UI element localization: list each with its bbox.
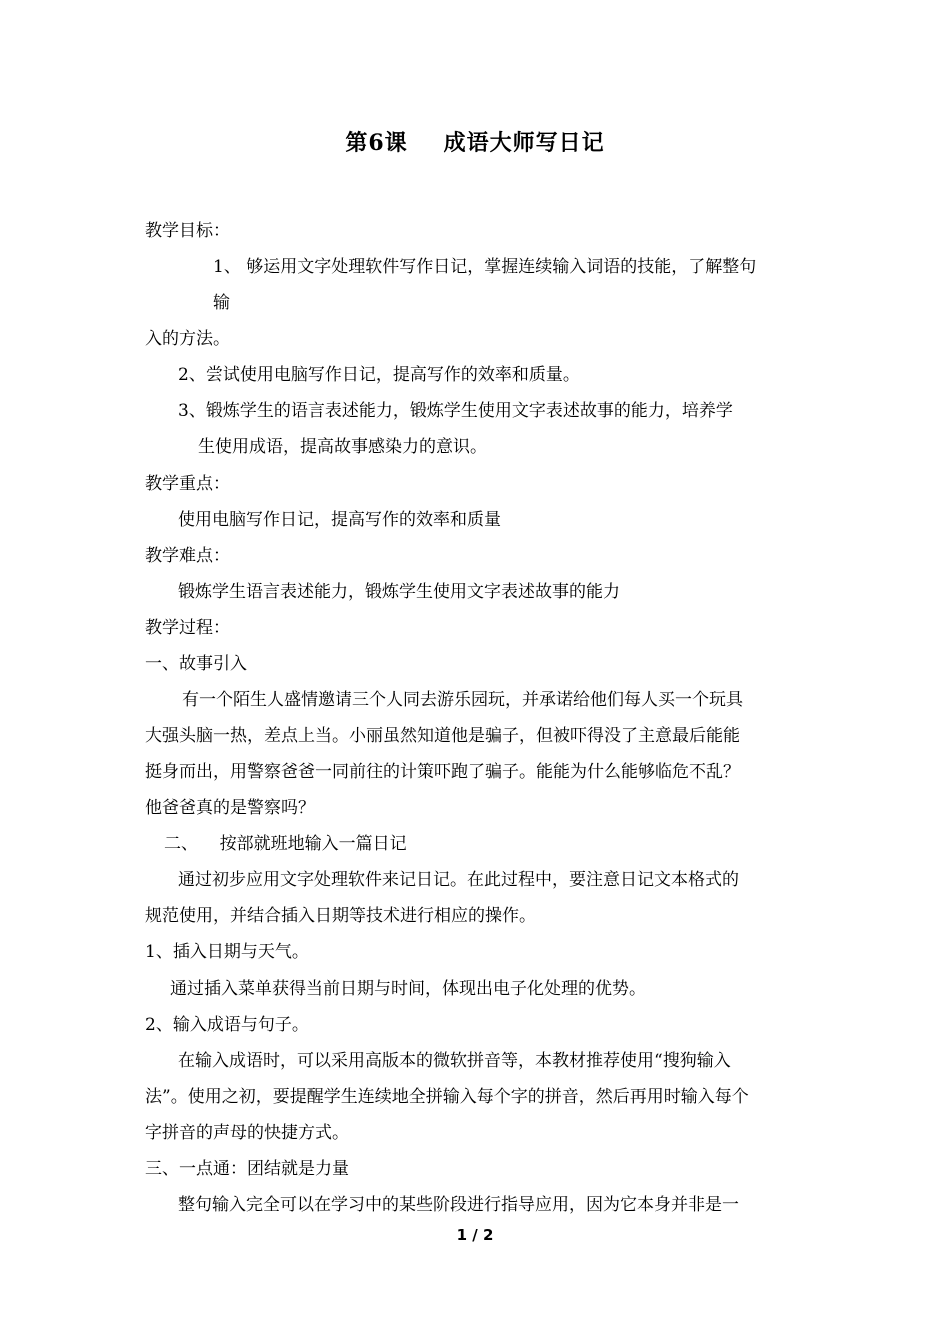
difficulties-text: 锻炼学生语言表述能力，锻炼学生使用文字表述故事的能力: [178, 582, 620, 602]
story-line-2: 大强头脑一热，差点上当。小丽虽然知道他是骗子，但被吓得没了主意最后能能: [145, 726, 740, 746]
goal-3-line-1: 3、锻炼学生的语言表述能力，锻炼学生使用文字表述故事的能力，培养学: [178, 401, 733, 421]
section-heading-goals: 教学目标：: [145, 221, 230, 241]
story-line-4: 他爸爸真的是警察吗？: [145, 798, 315, 818]
story-line-1: 有一个陌生人盛情邀请三个人同去游乐园玩，并承诺给他们每人买一个玩具: [182, 690, 743, 710]
part-2-line-2: 规范使用，并结合插入日期等技术进行相应的操作。: [145, 906, 536, 926]
part-3-line-1: 整句输入完全可以在学习中的某些阶段进行指导应用，因为它本身并非是一: [178, 1195, 739, 1215]
lesson-number: 第6课: [345, 130, 408, 156]
goal-1-line-1: 1、 够运用文字处理软件写作日记，掌握连续输入词语的技能，了解整句: [213, 257, 757, 277]
step-2-line-3: 字拼音的声母的快捷方式。: [145, 1123, 349, 1143]
step-1-heading: 1、插入日期与天气。: [145, 942, 309, 962]
lesson-title: [0, 126, 950, 157]
goal-3-line-2: 生使用成语，提高故事感染力的意识。: [198, 437, 487, 457]
goal-1-line-3: 入的方法。: [145, 329, 230, 349]
section-heading-process: 教学过程：: [145, 618, 230, 638]
story-line-3: 挺身而出，用警察爸爸一同前往的计策吓跑了骗子。能能为什么能够临危不乱？: [145, 762, 740, 782]
step-2-line-2: 法”。使用之初，要提醒学生连续地全拼输入每个字的拼音，然后再用时输入每个: [145, 1087, 749, 1107]
section-heading-difficulties: 教学难点：: [145, 546, 230, 566]
part-2-heading: 二、 按部就班地输入一篇日记: [164, 834, 407, 854]
step-1-text: 通过插入菜单获得当前日期与时间，体现出电子化处理的优势。: [170, 979, 646, 999]
goal-2: 2、尝试使用电脑写作日记，提高写作的效率和质量。: [178, 365, 580, 385]
page-number: 1 / 2: [456, 1226, 494, 1244]
key-points-text: 使用电脑写作日记，提高写作的效率和质量: [178, 510, 501, 530]
step-2-heading: 2、输入成语与句子。: [145, 1015, 309, 1035]
part-1-heading: 一、故事引入: [145, 654, 247, 674]
step-2-line-1: 在输入成语时，可以采用高版本的微软拼音等，本教材推荐使用“搜狗输入: [178, 1051, 731, 1071]
part-2-line-1: 通过初步应用文字处理软件来记日记。在此过程中，要注意日记文本格式的: [178, 870, 739, 890]
section-heading-key-points: 教学重点：: [145, 474, 230, 494]
lesson-name: 成语大师写日记: [443, 130, 605, 156]
goal-1-line-2: 输: [213, 293, 230, 313]
part-3-heading: 三、一点通：团结就是力量: [145, 1159, 349, 1179]
